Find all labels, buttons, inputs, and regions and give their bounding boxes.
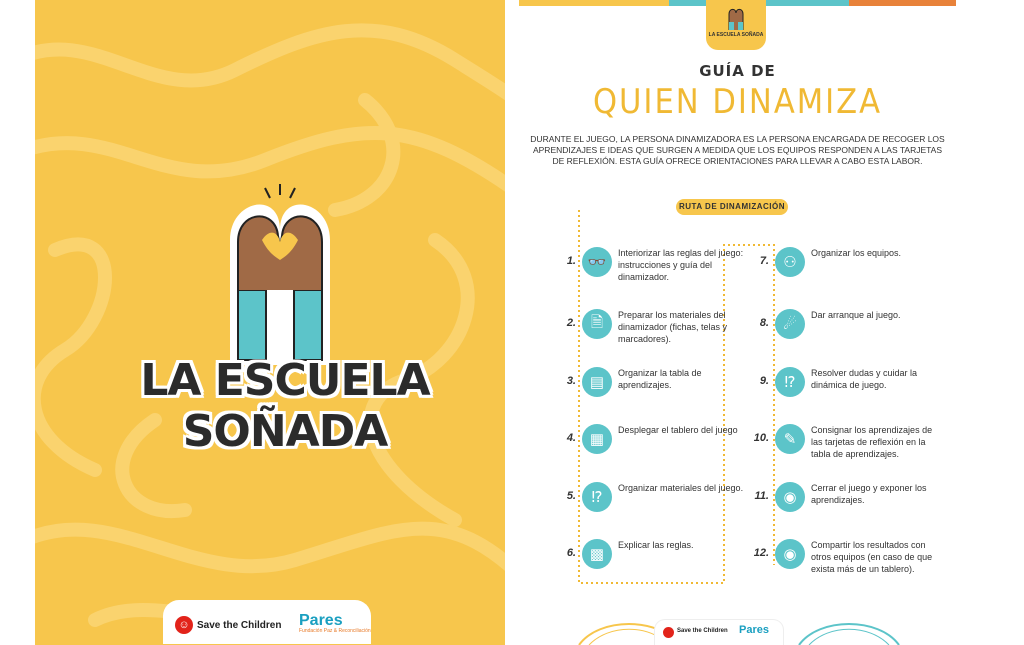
route-step — [747, 367, 947, 397]
route-step — [554, 424, 754, 454]
step-number: 8. — [759, 317, 769, 329]
step-label: Consignar los aprendizajes de las tarjetas de reflexión en la tabla de aprendizajes. — [811, 425, 933, 459]
top-bar-orange — [849, 0, 956, 6]
step-number: 9. — [759, 375, 769, 387]
step-label: Compartir los resultados con otros equipos (en caso de que exista más de un tablero). — [811, 540, 933, 574]
footer-stc: Save the Children — [677, 628, 728, 634]
header-logo-tab — [706, 0, 766, 50]
guide-intro: DURANTE EL JUEGO, LA PERSONA DINAMIZADORA ES LA PERSONA ENCARGADA DE RECOGER LOS APRENDIZAJES E IDEAS QUE SURGEN A MEDIDA QUE LOS EQUIPOS RESPONDEN A LAS TARJETAS DE REFLEXIÓN. ESTA GUÍA OFRECE ORIENTACIONES PARA LLEVAR A CABO ESTA LABOR. — [530, 134, 945, 166]
board-icon: ▤ — [582, 367, 612, 397]
lips-icon: ◉ — [775, 539, 805, 569]
guide-title-small: GUÍA DE — [699, 62, 776, 80]
glasses-icon: 👓 — [582, 247, 612, 277]
game-board-icon: ▦ — [582, 424, 612, 454]
route-step — [554, 539, 754, 569]
step-number: 10. — [753, 432, 769, 444]
step-label: Desplegar el tablero del juego — [618, 425, 738, 435]
step-label: Resolver dudas y cuidar la dinámica de juego. — [811, 368, 918, 390]
comet-icon: ☄ — [775, 309, 805, 339]
step-label: Cerrar el juego y exponer los aprendizajes. — [811, 483, 927, 505]
pares-logo: Pares Fundación Paz & Reconciliación — [299, 612, 371, 634]
save-the-children-icon — [663, 627, 674, 638]
footer-badge — [655, 620, 783, 645]
question-exclamation-icon: ⁉ — [582, 482, 612, 512]
grid-icon: ▩ — [582, 539, 612, 569]
step-label: Dar arranque al juego. — [811, 310, 901, 320]
mini-hands-icon — [726, 6, 746, 30]
route-step — [747, 424, 947, 459]
pencil-icon: ✎ — [775, 424, 805, 454]
route-step — [747, 247, 947, 277]
step-number: 11. — [754, 490, 769, 502]
step-label: Organizar la tabla de aprendizajes. — [618, 368, 702, 390]
step-number: 6. — [566, 547, 576, 559]
step-number: 3. — [566, 375, 576, 387]
route-step — [554, 367, 754, 397]
sponsor-badge — [163, 600, 371, 644]
lips-icon: ◉ — [775, 482, 805, 512]
heart-hands-illustration — [210, 180, 350, 365]
step-number: 1. — [566, 255, 576, 267]
guide-title: QUIEN DINAMIZA — [592, 82, 883, 122]
route-step — [747, 539, 947, 574]
step-number: 5. — [566, 490, 576, 502]
step-label: Explicar las reglas. — [618, 540, 694, 550]
step-label: Preparar los materiales del dinamizador (fichas, telas y marcadores). — [618, 310, 728, 344]
question-exclamation-icon: ⁉ — [775, 367, 805, 397]
step-number: 7. — [759, 255, 769, 267]
save-the-children-logo: ☺ Save the Children — [175, 616, 281, 634]
route-step — [747, 482, 947, 512]
route-step — [554, 482, 754, 512]
team-icon: ⚇ — [775, 247, 805, 277]
step-number: 4. — [566, 432, 576, 444]
route-step — [554, 247, 754, 282]
header-logo-text: LA ESCUELA SOÑADA — [708, 32, 764, 38]
route-step — [554, 309, 754, 344]
document-icon: 🗎 — [582, 309, 612, 339]
step-number: 2. — [566, 317, 576, 329]
step-label: Interiorizar las reglas del juego: instrucciones y guía del dinamizador. — [618, 248, 744, 282]
cover-title: LA ESCUELA SOÑADA — [140, 355, 430, 457]
route-step — [747, 309, 947, 339]
guide-page — [519, 0, 956, 645]
step-label: Organizar materiales del juego. — [618, 483, 744, 493]
route-label: RUTA DE DINAMIZACIÓN — [676, 199, 788, 215]
page-gutter — [505, 0, 519, 645]
top-bar-yellow — [519, 0, 669, 6]
save-the-children-icon: ☺ — [175, 616, 193, 634]
cover-panel — [35, 0, 505, 645]
step-label: Organizar los equipos. — [811, 248, 902, 258]
footer-pares: Pares — [739, 624, 769, 636]
step-number: 12. — [753, 547, 769, 559]
